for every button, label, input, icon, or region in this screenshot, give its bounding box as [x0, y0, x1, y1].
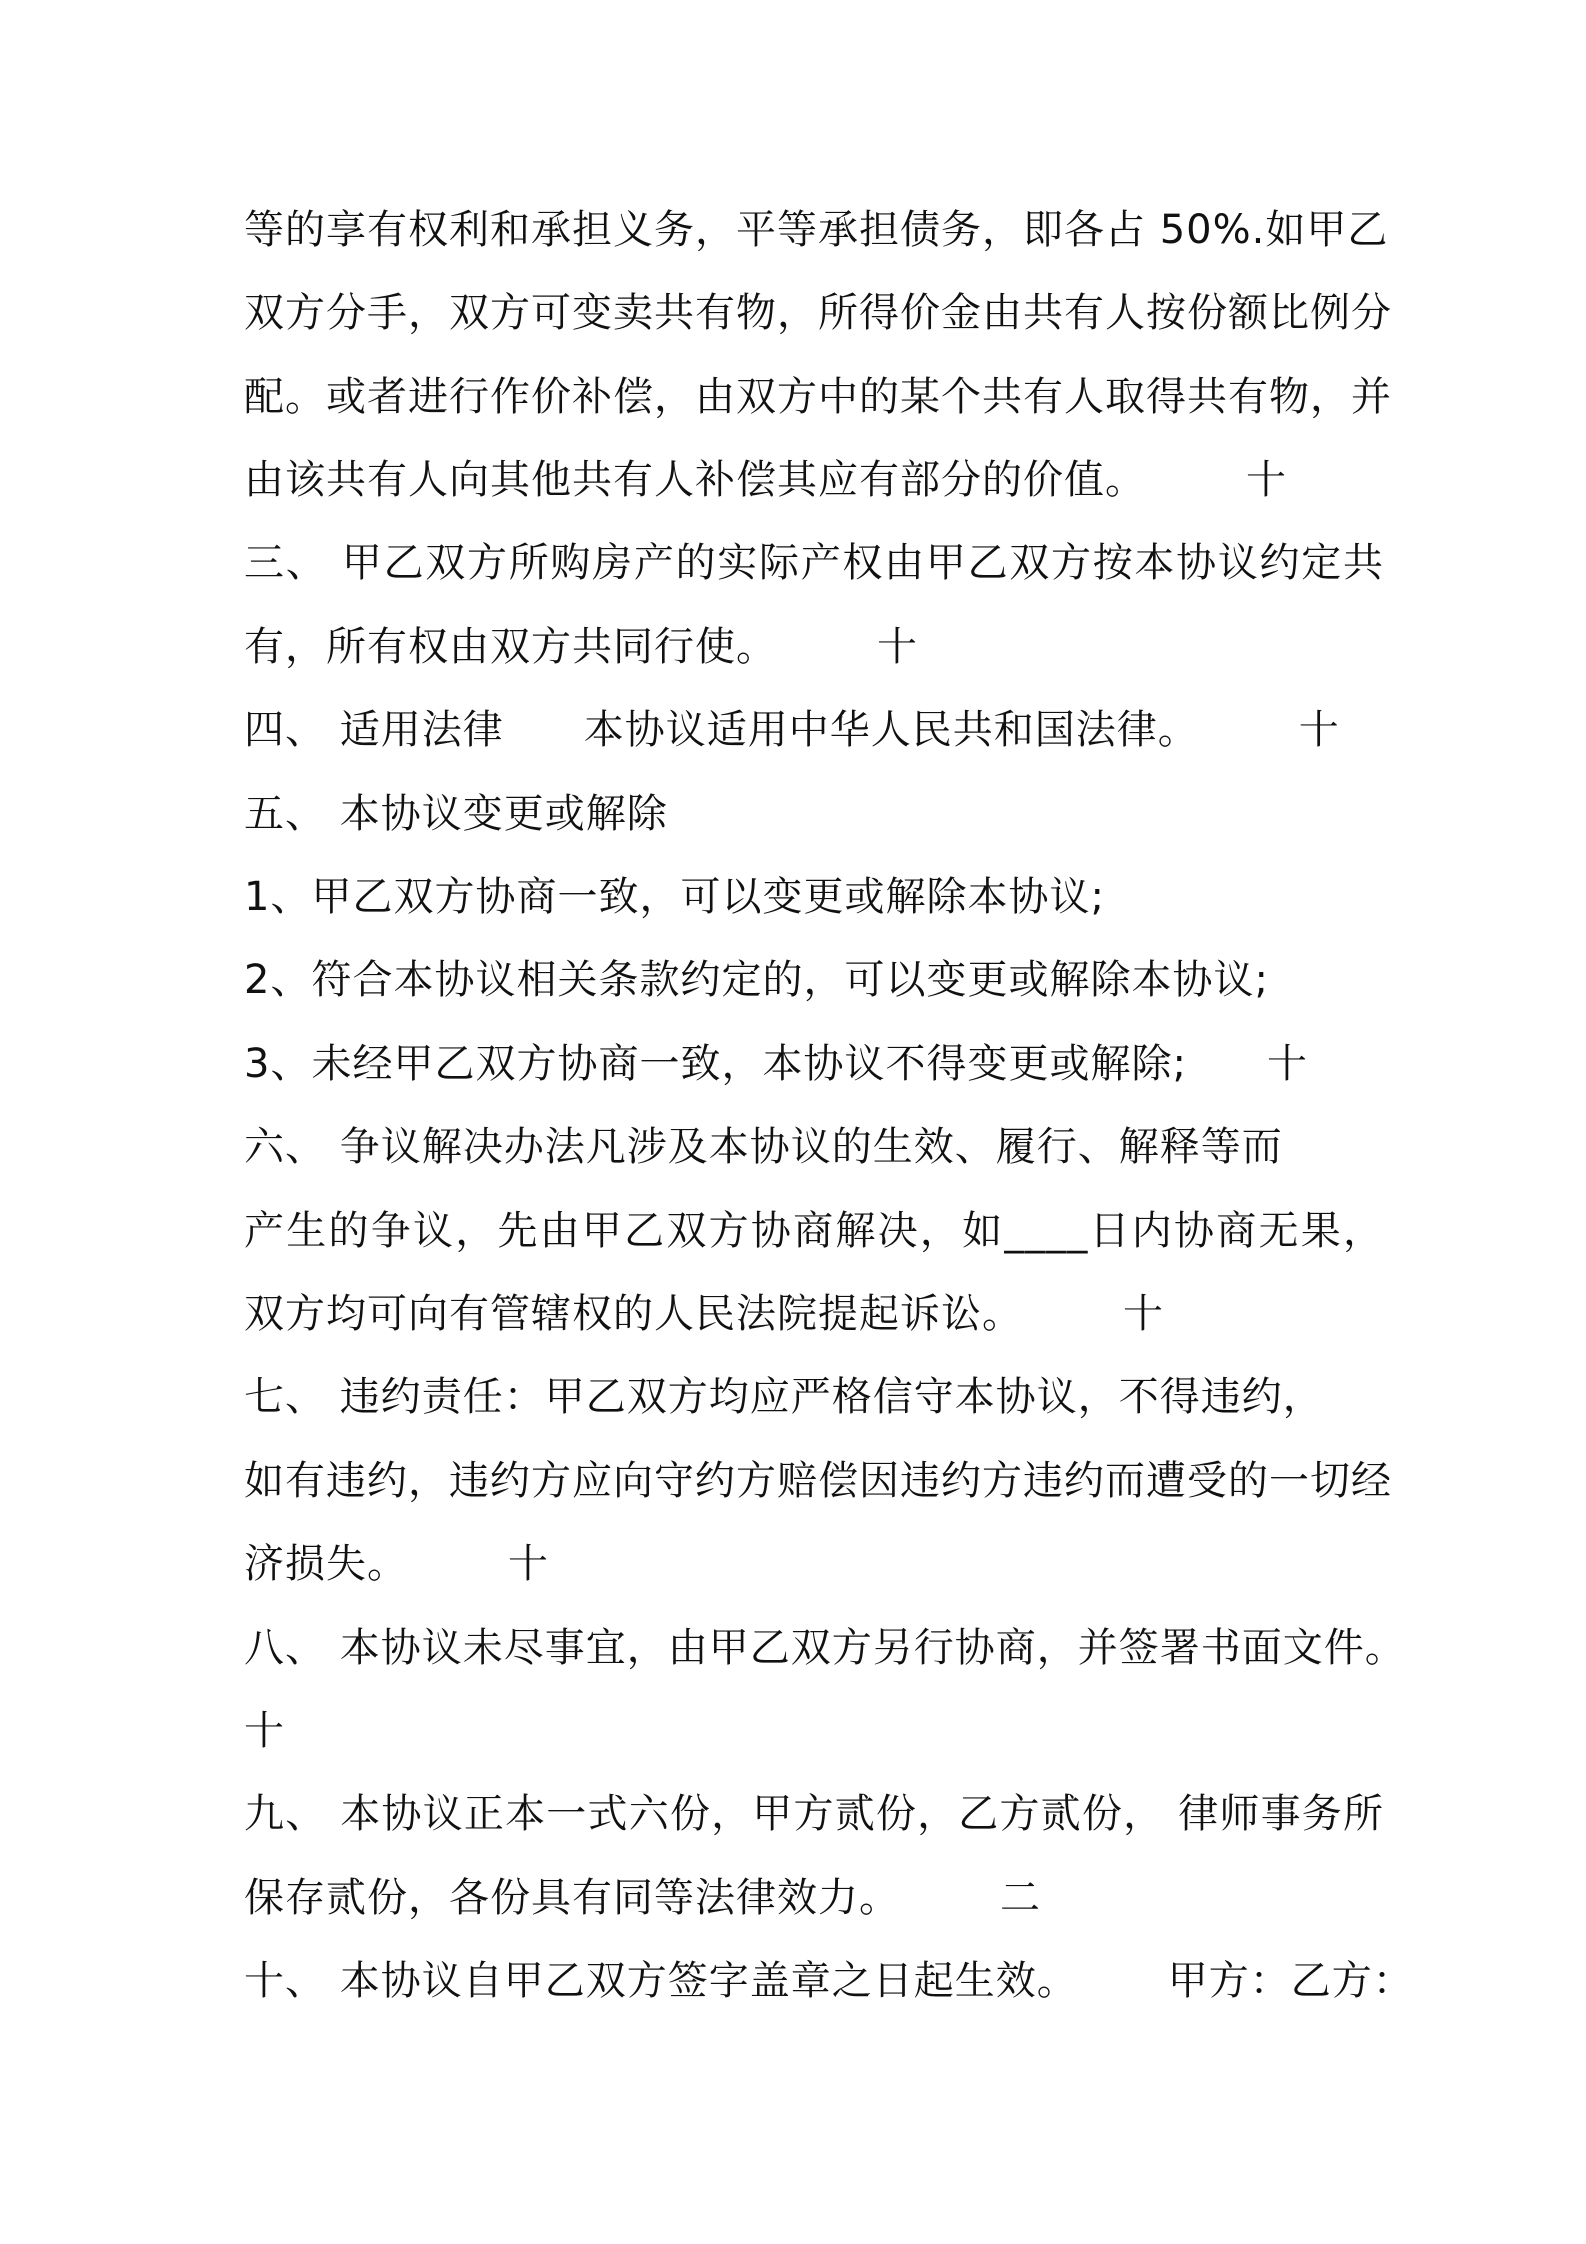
- line-text: 八、 本协议未尽事宜，由甲乙双方另行协商，并签署书面文件。: [244, 1625, 1406, 1671]
- section-heading: [244, 1105, 1384, 1189]
- cross-mark: 十: [877, 624, 918, 670]
- line-text: 2、符合本协议相关条款约定的，可以变更或解除本协议;: [244, 957, 1269, 1003]
- line-text: 1、甲乙双方协商一致，可以变更或解除本协议;: [244, 874, 1105, 920]
- paragraph-line: [244, 188, 1389, 272]
- paragraph-line: [244, 1689, 1384, 1773]
- cross-mark: 十: [1123, 1291, 1164, 1337]
- line-text: 保存贰份，各份具有同等法律效力。: [244, 1875, 900, 1921]
- section-title: 十、 本协议自甲乙双方签字盖章之日起生效。: [244, 1958, 1078, 2004]
- paragraph-line: [244, 1856, 1384, 1940]
- section-heading: [244, 1772, 1384, 1856]
- list-item: [244, 855, 1384, 939]
- cross-mark: 十: [1246, 457, 1287, 503]
- line-text: 五、 本协议变更或解除: [244, 791, 668, 837]
- line-text: 产生的争议，先由甲乙双方协商解决，如____日内协商无果，: [244, 1208, 1384, 1254]
- cross-mark: 十: [508, 1541, 549, 1587]
- line-text: 由该共有人向其他共有人补偿其应有部分的价值。: [244, 457, 1146, 503]
- section-heading: [244, 1606, 1406, 1690]
- paragraph-line: [244, 605, 1384, 689]
- list-item: [244, 1022, 1384, 1106]
- cross-mark: 十: [1266, 1041, 1308, 1087]
- line-text: 有，所有权由双方共同行使。: [244, 624, 777, 670]
- section-body: 本协议适用中华人民共和国法律。: [583, 707, 1199, 753]
- paragraph-line: [244, 438, 1384, 522]
- paragraph-line: [244, 355, 1392, 439]
- section-body: 凡涉及本协议的生效、履行、解释等而: [585, 1124, 1283, 1170]
- line-text: 配。或者进行作价补偿，由双方中的某个共有人取得共有物，并: [244, 374, 1392, 420]
- line-text: 济损失。: [244, 1541, 408, 1587]
- signature-labels: 甲方：乙方：: [1167, 1958, 1414, 2004]
- paragraph-line: [244, 271, 1392, 355]
- section-heading: [244, 1939, 1414, 2023]
- line-text: 双方均可向有管辖权的人民法院提起诉讼。: [244, 1291, 1023, 1337]
- line-text: 九、 本协议正本一式六份，甲方贰份，乙方贰份， 律师事务所: [244, 1791, 1384, 1837]
- line-text: 如有违约，违约方应向守约方赔偿因违约方违约而遭受的一切经: [244, 1458, 1392, 1504]
- line-text: 3、未经甲乙双方协商一致，本协议不得变更或解除;: [244, 1041, 1187, 1087]
- section-heading: [244, 521, 1384, 605]
- line-text: 三、 甲乙双方所购房产的实际产权由甲乙双方按本协议约定共: [244, 540, 1384, 586]
- cross-mark: 十: [1298, 707, 1340, 753]
- section-title: 七、 违约责任：: [244, 1374, 545, 1420]
- list-item: [244, 938, 1384, 1022]
- line-text: 双方分手，双方可变卖共有物，所得价金由共有人按份额比例分: [244, 290, 1392, 336]
- section-heading: [244, 688, 1384, 772]
- section-title: 四、 适用法律: [244, 707, 504, 753]
- paragraph-line: [244, 1439, 1392, 1523]
- section-title: 六、 争议解决办法: [244, 1124, 586, 1170]
- paragraph-line: [244, 1272, 1384, 1356]
- paragraph-line: [244, 1189, 1384, 1273]
- paragraph-line: [244, 1522, 1384, 1606]
- section-heading: [244, 772, 1384, 856]
- page-number-mark: 二: [1000, 1875, 1041, 1921]
- section-heading: [244, 1355, 1384, 1439]
- cross-mark: 十: [244, 1708, 285, 1754]
- section-body: 甲乙双方均应严格信守本协议，不得违约，: [544, 1374, 1324, 1420]
- line-text: 等的享有权利和承担义务，平等承担债务，即各占 50%.如甲乙: [244, 207, 1389, 253]
